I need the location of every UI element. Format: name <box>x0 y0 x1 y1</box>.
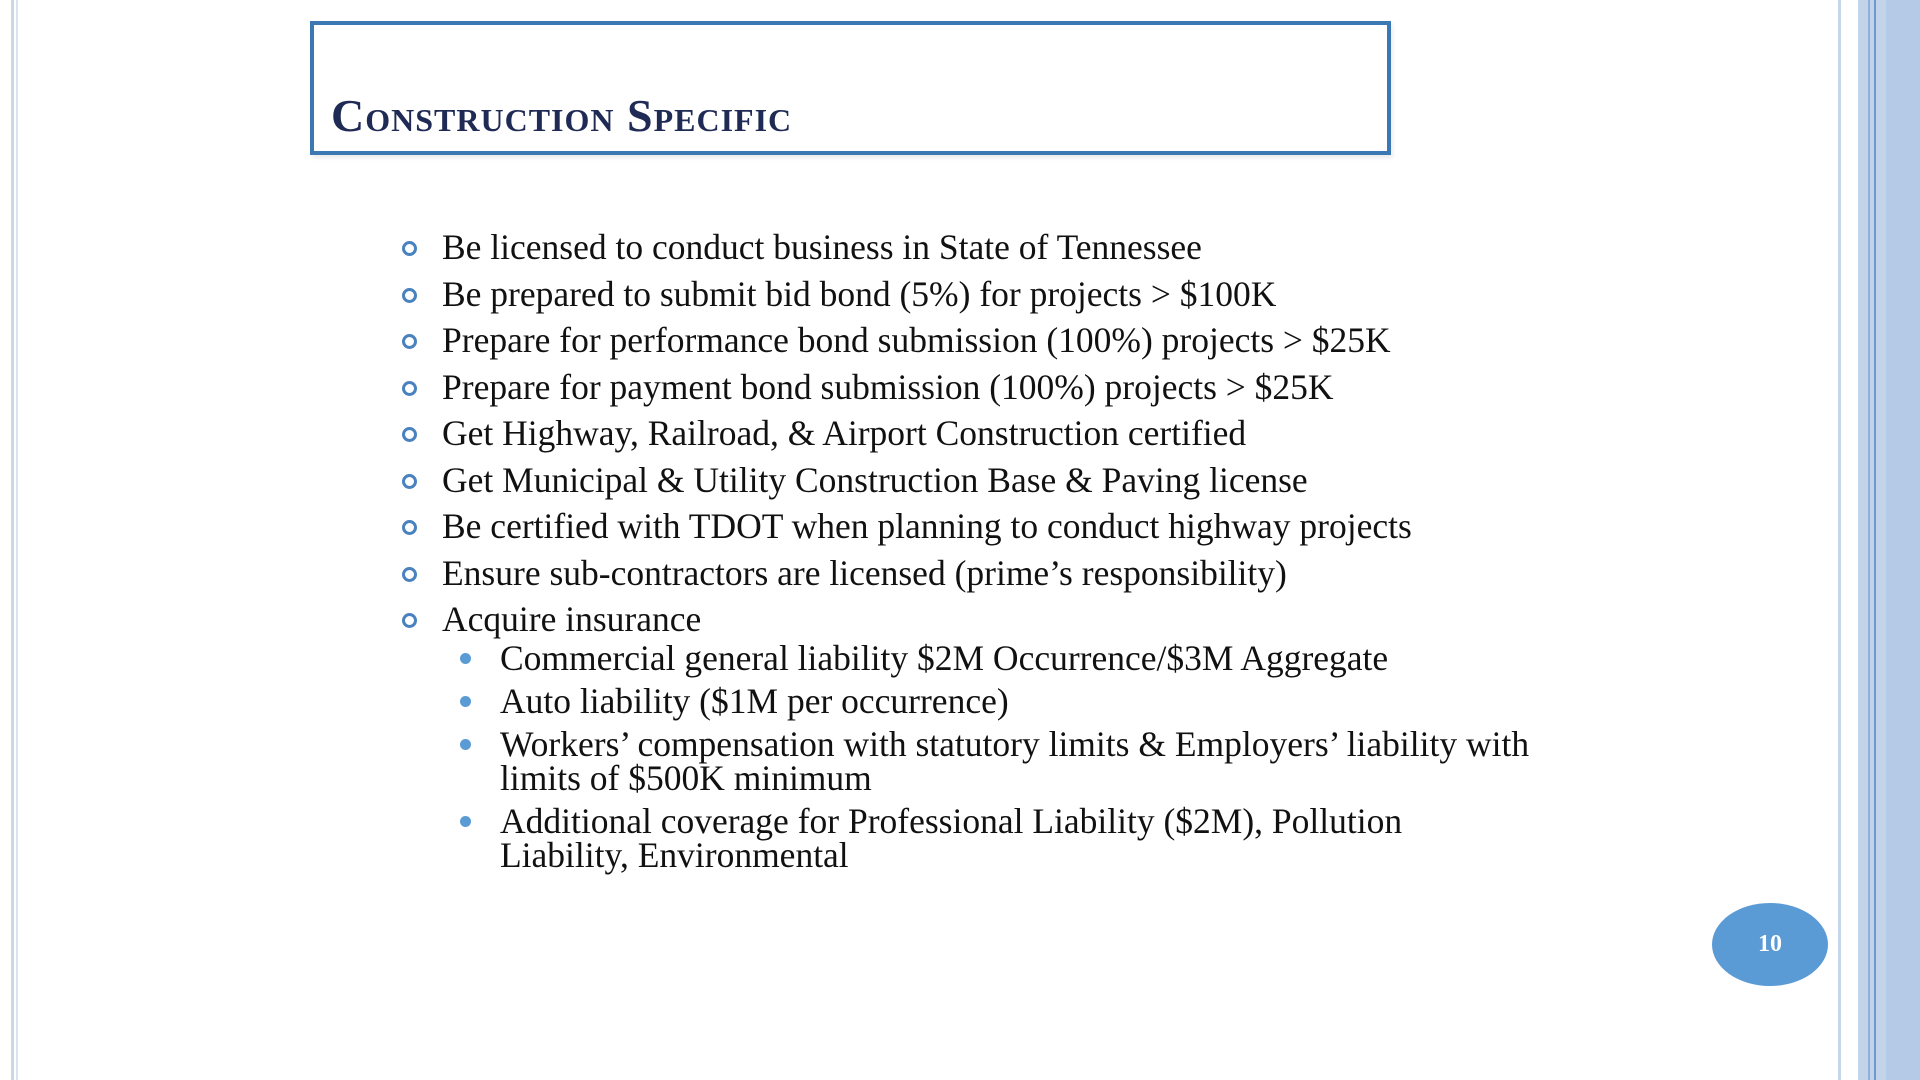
bullet-text: Be certified with TDOT when planning to conduct highway projects <box>442 506 1412 546</box>
sub-bullet-text: Auto liability ($1M per occurrence) <box>500 680 1009 721</box>
ring-bullet-icon <box>402 334 417 349</box>
bullet-item <box>398 271 1588 318</box>
sub-bullet-item <box>398 723 1588 798</box>
left-border-line <box>11 0 14 1080</box>
sub-bullet-list <box>398 637 1588 875</box>
bullet-list <box>398 224 1588 643</box>
bullet-text: Prepare for performance bond submission (100%) projects > $25K <box>442 320 1391 360</box>
sub-bullet-text: Commercial general liability $2M Occurrence/$3M Aggregate <box>500 637 1389 678</box>
dot-bullet-icon <box>460 816 471 827</box>
bullet-text: Get Highway, Railroad, & Airport Construction certified <box>442 413 1247 453</box>
bullet-text: Acquire insurance <box>442 599 702 639</box>
page-number-badge <box>1712 903 1828 986</box>
sub-bullet-item <box>398 680 1588 721</box>
ring-bullet-icon <box>402 288 417 303</box>
bullet-item <box>398 550 1588 597</box>
dot-bullet-icon <box>460 696 471 707</box>
left-border-line-inner <box>16 0 18 1080</box>
bullet-text: Be licensed to conduct business in State of Tennessee <box>442 227 1202 267</box>
ring-bullet-icon <box>402 427 417 442</box>
dot-bullet-icon <box>460 739 471 750</box>
bullet-item <box>398 224 1588 271</box>
bullet-item <box>398 457 1588 504</box>
dot-bullet-icon <box>460 653 471 664</box>
right-border-stripe <box>1868 0 1870 1080</box>
right-border-stripe <box>1874 0 1876 1080</box>
sub-bullet-item <box>398 800 1588 875</box>
bullet-text: Be prepared to submit bid bond (5%) for projects > $100K <box>442 273 1277 314</box>
ring-bullet-icon <box>402 381 417 396</box>
bullet-item <box>398 410 1588 457</box>
right-border-stripe <box>1886 0 1920 1080</box>
sub-bullet-item <box>398 637 1588 678</box>
title-box <box>310 21 1391 155</box>
bullet-item <box>398 364 1588 411</box>
ring-bullet-icon <box>402 241 417 256</box>
bullet-item <box>398 596 1588 643</box>
bullet-text: Ensure sub-contractors are licensed (prime’s responsibility) <box>442 552 1287 593</box>
bullet-item <box>398 503 1588 550</box>
page-number: 10 <box>1758 931 1782 957</box>
bullet-item <box>398 317 1588 364</box>
bullet-text: Prepare for payment bond submission (100%) projects > $25K <box>442 366 1334 407</box>
right-border-stripe <box>1838 0 1841 1080</box>
bullet-text: Get Municipal & Utility Construction Base & Paving license <box>442 459 1308 500</box>
slide-content <box>398 224 1588 881</box>
ring-bullet-icon <box>402 520 417 535</box>
ring-bullet-icon <box>402 567 417 582</box>
sub-bullet-text: Workers’ compensation with statutory limits & Employers’ liability with limits of $500K minimum <box>500 723 1530 798</box>
slide-title: Construction Specific <box>331 90 793 141</box>
ring-bullet-icon <box>402 474 417 489</box>
ring-bullet-icon <box>402 613 417 628</box>
sub-bullet-text: Additional coverage for Professional Liability ($2M), Pollution Liability, Environmental <box>500 800 1403 875</box>
